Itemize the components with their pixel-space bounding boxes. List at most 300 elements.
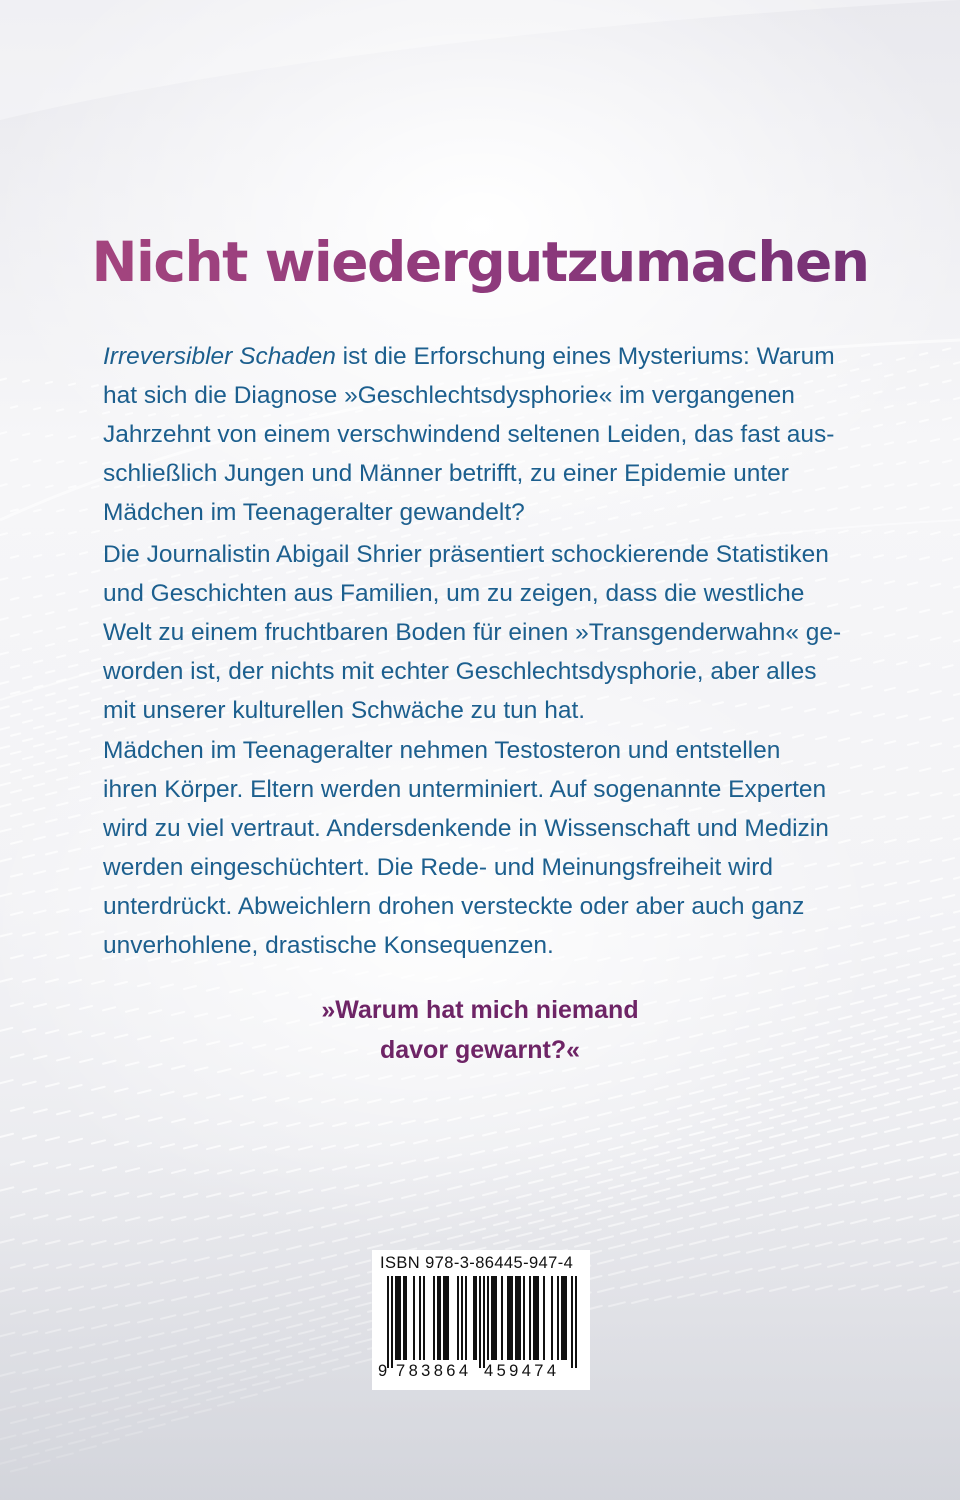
wave-dash [793, 1107, 807, 1110]
wave-dash [11, 733, 20, 735]
wave-dash [92, 931, 104, 934]
wave-dash [897, 935, 909, 938]
wave-dash [333, 1123, 346, 1126]
barcode-bar [507, 1276, 509, 1360]
wave-dash [943, 1135, 958, 1139]
wave-dash [69, 573, 76, 575]
wave-dash [46, 1083, 59, 1086]
wave-dash [701, 977, 713, 980]
wave-dash [264, 1123, 277, 1126]
wave-dash [11, 598, 19, 600]
wave-dash [425, 1119, 438, 1122]
wave-dash [828, 1087, 842, 1090]
wave-dash [57, 719, 66, 721]
wave-dash [264, 1072, 277, 1075]
wave-dash [667, 1119, 680, 1122]
wave-dash [34, 1109, 47, 1112]
wave-dash [0, 859, 11, 862]
paragraph-2-line-5: mit unserer kulturellen Schwäche zu tun hat. [103, 697, 586, 724]
wave-dash [782, 1120, 796, 1124]
wave-dash [908, 881, 919, 884]
barcode-bar [515, 1276, 517, 1360]
wave-dash [11, 752, 21, 754]
wave-dash [897, 507, 906, 509]
wave-dash [218, 1121, 231, 1124]
wave-dash [92, 981, 104, 984]
wave-dash [195, 1120, 208, 1123]
barcode-bar [479, 1276, 481, 1368]
paragraph-3-line-3: wird zu viel vertraut. Andersdenkende in Wissenschaft und Medizin [103, 815, 829, 842]
ean-right-group: 459474 [484, 1362, 560, 1380]
wave-dash [839, 1093, 853, 1096]
wave-dash [540, 981, 552, 984]
wave-dash [862, 354, 869, 356]
wave-dash [287, 967, 299, 970]
wave-dash [540, 1107, 553, 1110]
wave-dash [46, 889, 57, 892]
wave-dash [57, 803, 68, 806]
wave-dash [931, 1120, 946, 1124]
wave-dash [92, 716, 101, 718]
wave-dash [701, 1137, 715, 1140]
wave-dash [69, 687, 78, 689]
barcode-bar [447, 1276, 449, 1360]
wave-dash [57, 756, 67, 758]
wave-dash [80, 830, 91, 833]
paragraph-1-line-1-text: ist die Erforschung eines Mysteriums: Warum [335, 343, 835, 370]
wave-dash [425, 1076, 438, 1079]
wave-dash [920, 420, 928, 422]
wave-dash [862, 379, 870, 381]
wave-dash [34, 784, 44, 787]
wave-dash [69, 706, 78, 708]
wave-dash [943, 1075, 957, 1079]
wave-dash [759, 1071, 772, 1074]
wave-dash [34, 726, 43, 728]
wave-dash [943, 927, 955, 930]
wave-dash [46, 644, 54, 646]
wave-dash [529, 1125, 542, 1128]
wave-dash [736, 1098, 749, 1101]
wave-dash [920, 959, 932, 962]
wave-dash [954, 438, 960, 440]
wave-dash [690, 1132, 704, 1135]
wave-dash [92, 486, 99, 488]
barcode-bar [443, 1276, 445, 1360]
wave-dash [517, 1110, 530, 1113]
wave-dash [575, 1117, 588, 1120]
wave-dash [862, 686, 872, 688]
wave-dash [11, 770, 21, 772]
wave-dash [805, 983, 817, 986]
wave-dash [885, 1102, 899, 1106]
wave-dash [241, 1122, 254, 1125]
wave-dash [138, 1090, 151, 1093]
wave-dash [897, 1141, 912, 1145]
wave-dash [931, 968, 943, 971]
barcode-bar [391, 1276, 393, 1368]
wave-dash [356, 972, 368, 975]
wave-dash [23, 434, 29, 436]
wave-dash [11, 874, 22, 877]
paragraph-3-line-5: unterdrückt. Abweichlern drohen versteckte oder aber auch ganz [103, 893, 805, 920]
wave-dash [0, 1080, 13, 1083]
wave-dash [23, 648, 31, 650]
wave-dash [862, 1108, 876, 1112]
wave-dash [46, 749, 56, 751]
wave-dash [724, 1092, 737, 1095]
wave-dash [713, 1124, 727, 1127]
wave-dash [299, 1146, 312, 1149]
wave-dash [34, 631, 42, 633]
wave-dash [644, 1146, 658, 1149]
wave-dash [92, 846, 103, 849]
wave-dash [598, 1138, 611, 1141]
wave-dash [69, 532, 76, 534]
barcode-bar [501, 1276, 503, 1360]
wave-dash [575, 1144, 588, 1147]
wave-dash [0, 979, 12, 982]
wave-dash [920, 1081, 934, 1085]
wave-dash [92, 437, 98, 439]
description-paragraph-2 [103, 535, 855, 730]
wave-dash [713, 1142, 727, 1146]
wave-dash [57, 955, 69, 958]
wave-dash [874, 1145, 889, 1149]
wave-dash [0, 804, 10, 807]
wave-dash [897, 462, 905, 464]
wave-dash [885, 792, 896, 795]
wave-dash [0, 379, 6, 381]
wave-dash [770, 1115, 784, 1118]
wave-dash [92, 1087, 105, 1090]
wave-dash [34, 707, 43, 709]
wave-dash [506, 1093, 519, 1096]
wave-dash [862, 986, 874, 989]
wave-dash [92, 605, 100, 607]
barcode-bar [397, 1276, 399, 1360]
wave-dash [23, 533, 30, 535]
wave-dash [655, 980, 667, 983]
wave-dash [874, 903, 885, 906]
wave-dash [609, 981, 621, 984]
wave-dash [943, 558, 952, 560]
barcode-bar [395, 1276, 397, 1360]
wave-dash [23, 485, 30, 487]
wave-dash [414, 1140, 427, 1143]
wave-dash [954, 744, 960, 747]
wave-dash [34, 837, 45, 840]
wave-dash [586, 1129, 599, 1132]
wave-dash [115, 1088, 128, 1091]
wave-dash [678, 1145, 692, 1148]
wave-dash [57, 869, 68, 872]
wave-dash [69, 724, 78, 726]
wave-dash [954, 585, 960, 587]
wave-dash [736, 1117, 750, 1120]
barcode-bar [523, 1276, 525, 1360]
wave-dash [713, 1084, 726, 1087]
wave-dash [253, 1097, 266, 1100]
wave-dash [897, 861, 908, 864]
wave-dash [885, 1079, 899, 1082]
wave-dash [23, 615, 31, 617]
wave-dash [80, 909, 92, 912]
wave-dash [287, 1073, 300, 1076]
barcode-bar [413, 1276, 415, 1360]
wave-dash [69, 384, 75, 386]
wave-dash [23, 577, 30, 579]
wave-dash [954, 793, 960, 796]
wave-dash [23, 891, 34, 894]
wave-dash [678, 1126, 692, 1129]
paragraph-3-line-4: werden eingeschüchtert. Die Rede- und Meinungsfreiheit wird [103, 854, 774, 881]
wave-dash [954, 910, 960, 913]
wave-dash [69, 980, 81, 983]
wave-dash [701, 1119, 715, 1122]
wave-dash [356, 1075, 369, 1078]
wave-dash [126, 1116, 139, 1119]
wave-dash [931, 439, 939, 441]
wave-dash [57, 700, 66, 702]
wave-dash [885, 953, 897, 956]
wave-dash [920, 768, 930, 771]
wave-dash [46, 769, 56, 772]
wave-dash [69, 436, 75, 438]
wave-dash [0, 829, 11, 832]
wave-dash [0, 682, 8, 684]
wave-dash [897, 715, 907, 718]
wave-dash [770, 1134, 784, 1138]
wave-dash [885, 980, 897, 983]
isbn-barcode [372, 1250, 590, 1390]
wave-dash [747, 1122, 761, 1125]
wave-dash [57, 627, 65, 629]
wave-dash [11, 912, 23, 915]
wave-dash [943, 858, 954, 861]
wave-dash [586, 1100, 599, 1103]
wave-dash [839, 1114, 853, 1118]
wave-dash [874, 1073, 888, 1076]
wave-dash [678, 1081, 691, 1084]
barcode-bar [457, 1276, 459, 1360]
wave-dash [92, 735, 102, 737]
wave-dash [299, 1099, 312, 1102]
wave-dash [69, 888, 80, 891]
wave-dash [920, 1107, 934, 1111]
wave-dash [379, 973, 391, 976]
wave-dash [230, 1146, 243, 1149]
wave-dash [57, 554, 64, 556]
wave-dash [747, 973, 759, 976]
paragraph-3-line-2: ihren Körper. Eltern werden unterminiert. Auf sogenannte Experten [103, 776, 827, 803]
wave-dash [954, 837, 960, 840]
wave-dash [23, 700, 32, 702]
wave-dash [46, 713, 55, 715]
wave-dash [34, 763, 44, 765]
wave-dash [552, 1088, 565, 1091]
wave-dash [816, 1082, 830, 1085]
wave-dash [943, 895, 954, 898]
wave-dash [80, 771, 90, 774]
wave-dash [920, 1138, 935, 1142]
barcode-bar [483, 1276, 485, 1368]
wave-dash [621, 1132, 634, 1135]
wave-dash [80, 749, 90, 751]
wave-dash [11, 665, 19, 667]
ean-left-group: 783864 [396, 1362, 472, 1380]
wave-dash [356, 1122, 369, 1125]
wave-dash [80, 711, 89, 713]
wave-dash [517, 1143, 530, 1146]
barcode-bar [475, 1276, 477, 1360]
wave-dash [805, 1113, 819, 1117]
wave-dash [701, 1099, 714, 1102]
wave-dash [839, 1138, 854, 1142]
barcode-bar [519, 1276, 521, 1360]
wave-dash [23, 676, 31, 678]
wave-dash [931, 584, 940, 586]
wave-dash [46, 932, 58, 935]
wave-dash [80, 590, 88, 592]
wave-dash [874, 660, 884, 662]
wave-dash [0, 1134, 13, 1137]
wave-dash [437, 1138, 450, 1141]
wave-dash [862, 445, 870, 447]
wave-dash [287, 1123, 300, 1126]
wave-dash [862, 884, 873, 887]
wave-dash [310, 1123, 323, 1126]
wave-dash [115, 982, 127, 985]
wave-dash [322, 1099, 335, 1102]
wave-dash [874, 1093, 888, 1097]
wave-dash [874, 555, 883, 557]
wave-dash [517, 981, 529, 984]
wave-dash [11, 634, 19, 636]
wave-dash [34, 871, 45, 874]
wave-dash [23, 757, 33, 759]
wave-dash [414, 1098, 427, 1101]
paragraph-1-line-5: Mädchen im Teenageralter gewandelt? [103, 499, 525, 526]
wave-dash [931, 483, 940, 485]
wave-dash [563, 1134, 576, 1137]
wave-dash [46, 792, 56, 795]
wave-dash [920, 931, 932, 934]
wave-dash [437, 1098, 450, 1101]
barcode-bar [535, 1276, 537, 1360]
wave-dash [770, 1097, 784, 1100]
wave-dash [862, 409, 870, 411]
wave-dash [644, 1074, 657, 1077]
wave-dash [80, 650, 88, 652]
wave-dash [759, 1091, 772, 1094]
wave-dash [69, 1085, 82, 1088]
wave-dash [80, 552, 87, 554]
wave-dash [207, 1095, 220, 1098]
barcode-bar [399, 1276, 401, 1360]
wave-dash [253, 1147, 266, 1150]
wave-dash [46, 819, 57, 822]
wave-dash [184, 1093, 197, 1096]
wave-dash [230, 1096, 243, 1099]
wave-dash [943, 953, 955, 956]
wave-dash [908, 974, 920, 977]
wave-dash [885, 688, 895, 690]
wave-dash [57, 909, 69, 912]
barcode-bar [511, 1276, 513, 1360]
wave-dash [460, 1096, 473, 1099]
barcode-bar [565, 1276, 567, 1360]
wave-dash [34, 744, 44, 746]
barcode-bar [509, 1276, 511, 1360]
wave-dash [598, 1112, 611, 1115]
barcode-bar [473, 1276, 475, 1360]
wave-dash [34, 596, 42, 598]
wave-dash [862, 1133, 877, 1137]
wave-dash [46, 486, 53, 488]
wave-dash [954, 983, 960, 986]
wave-dash [908, 742, 918, 745]
barcode-bar [439, 1276, 441, 1360]
wave-dash [908, 582, 917, 584]
wave-dash [322, 1146, 335, 1149]
wave-dash [161, 1144, 174, 1147]
barcode-bar [561, 1276, 563, 1360]
barcode-bar [491, 1276, 493, 1360]
wave-dash [11, 955, 23, 958]
wave-dash [34, 555, 41, 557]
wave-dash [931, 743, 941, 746]
wave-dash [92, 680, 101, 682]
barcode-bar [387, 1276, 389, 1368]
barcode-bar [575, 1276, 577, 1368]
wave-dash [57, 655, 65, 657]
wave-dash [276, 1098, 289, 1101]
wave-dash [69, 815, 80, 818]
cover-headline: Nicht wiedergutzumachen [0, 222, 960, 302]
wave-dash [874, 425, 882, 427]
wave-dash [529, 1090, 542, 1093]
wave-dash [23, 798, 33, 801]
wave-dash [57, 593, 65, 595]
wave-dash [874, 507, 883, 509]
wave-dash [391, 1142, 404, 1145]
wave-dash [402, 1076, 415, 1079]
barcode-bar [529, 1276, 531, 1360]
wave-dash [69, 639, 77, 641]
wave-dash [759, 1109, 773, 1112]
wave-dash [931, 366, 939, 368]
wave-dash [0, 934, 12, 937]
wave-dash [149, 1117, 162, 1120]
wave-dash [609, 1123, 622, 1126]
wave-dash [0, 652, 8, 654]
wave-dash [0, 746, 9, 748]
wave-dash [954, 876, 960, 879]
wave-dash [851, 1123, 865, 1127]
wave-dash [851, 974, 863, 977]
wave-dash [57, 510, 64, 512]
wave-dash [828, 1128, 842, 1132]
wave-dash [57, 737, 67, 739]
wave-dash [379, 1076, 392, 1079]
wave-dash [793, 1071, 806, 1074]
wave-dash [943, 1102, 957, 1106]
wave-dash [46, 852, 57, 855]
wave-dash [23, 739, 32, 741]
wave-dash [943, 976, 955, 979]
book-title-italic: Irreversibler Schaden [103, 343, 336, 370]
